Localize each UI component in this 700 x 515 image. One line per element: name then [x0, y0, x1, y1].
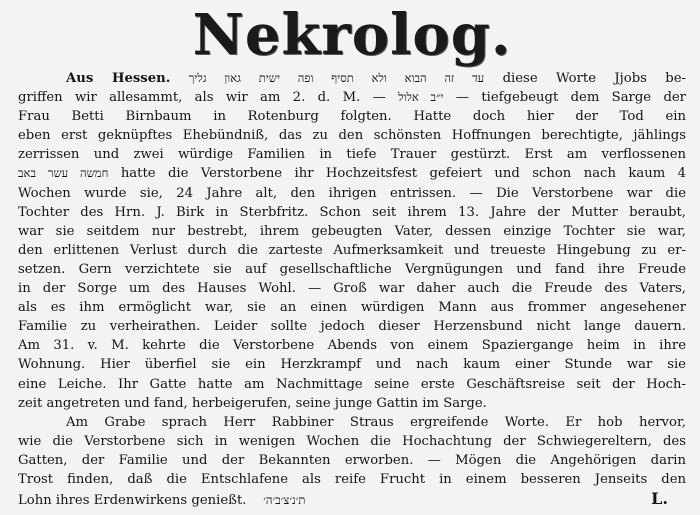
page-title: Nekrolog.	[192, 2, 512, 68]
text-line: setzen. Gern verzichtete sie auf gesellschaftliche Vergnügungen und fand ihre Freude	[18, 261, 686, 277]
text-line: in der Sorge um des Hauses Wohl. — Groß war daher auch die Freude des Vaters,	[18, 281, 686, 297]
text-segment: hatte die Verstorbene ihr Hochzeitsfest gefeiert und schon nach kaum 4	[120, 166, 686, 182]
author-signature: L.	[651, 489, 668, 509]
text-line: wie die Verstorbene sich in wenigen Wochen die Hochachtung der Schwiegereltern, des	[18, 433, 686, 449]
text-segment	[18, 491, 305, 510]
hebrew-date: י״ב אלול	[398, 90, 444, 105]
text-line: eben erst geknüpftes Ehebündniß, das zu den schönsten Hoffnungen berechtigte, jählings	[18, 128, 686, 144]
closing-line	[18, 489, 686, 508]
hebrew-date: חמשה עשר באב	[18, 166, 109, 181]
text-line	[18, 88, 686, 107]
text-line	[18, 164, 686, 183]
text-line: Am 31. v. M. kehrte die Verstorbene Abends von einem Spaziergange heim in ihre	[18, 338, 686, 354]
text-line: Trost finden, daß die Entschlafene als reife Frucht in einem besseren Jenseits den	[18, 471, 686, 487]
lead-heading: Aus Hessen.	[66, 71, 171, 86]
text-line: eine Leiche. Ihr Gatte hatte am Nachmittage seine erste Geschäftsreise seit der Hoch-	[18, 376, 686, 392]
text-segment: — tiefgebeugt dem Sarge der	[455, 90, 686, 106]
hebrew-closing-abbreviation: ת׳נ׳צ׳ב׳ה׳	[263, 493, 306, 508]
obituary-paragraph-1	[18, 69, 686, 413]
text-segment: Lohn ihres Erdenwirkens genießt.	[18, 493, 247, 509]
obituary-paragraph-2	[18, 413, 686, 508]
text-line: Frau Betti Birnbaum in Rotenburg folgten. Hatte doch hier der Tod ein	[18, 109, 686, 125]
text-line	[18, 69, 686, 88]
text-line: Wohnung. Hier überfiel sie ein Herzkrampf und nach kaum einer Stunde war sie	[18, 357, 686, 373]
text-line: als es ihm ermöglicht war, sie an einen würdigen Mann aus frommer angesehener	[18, 300, 686, 316]
text-segment: griffen wir allesammt, als wir am 2. d. M. —	[18, 90, 386, 106]
text-line: Am Grabe sprach Herr Rabbiner Straus ergreifende Worte. Er hob hervor,	[66, 414, 686, 430]
text-line: zerrissen und zwei würdige Familien in tiefe Trauer gestürzt. Erst am verflossenen	[18, 147, 686, 163]
text-line: Wochen wurde sie, 24 Jahre alt, den ihrigen entrissen. — Die Verstorbene war die	[18, 185, 686, 201]
text-segment: diese Worte Jjobs be-	[502, 71, 686, 86]
hebrew-quote: עד זה הבוא ולא תסיף ופה ישית גאון גליך	[188, 71, 485, 85]
text-line: Familie zu verheirathen. Leider sollte jedoch dieser Herzensbund nicht lange dauern.	[18, 319, 686, 335]
text-line: war sie seitdem nur bestrebt, ihrem gebeugten Vater, dessen einzige Tochter sie war,	[18, 223, 686, 239]
text-line: den erlittenen Verlust durch die zarteste Aufmerksamkeit und treueste Hingebung zu er-	[18, 242, 686, 258]
text-line: zeit angetreten und fand, herbeigerufen, seine junge Gattin im Sarge.	[18, 395, 487, 411]
text-line: Gatten, der Familie und der Bekannten erworben. — Mögen die Angehörigen darin	[18, 452, 686, 468]
text-line: Tochter des Hrn. J. Birk in Sterbfritz. Schon seit ihrem 13. Jahre der Mutter beraubt,	[18, 204, 686, 220]
